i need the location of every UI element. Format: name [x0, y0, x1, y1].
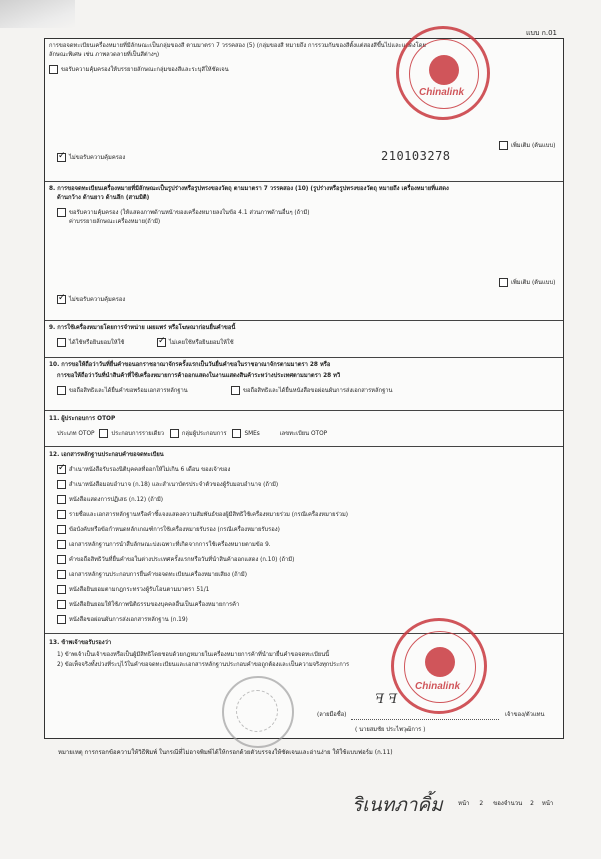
sec9-not-used-checkbox[interactable]	[157, 338, 166, 347]
sec9-option-used	[57, 338, 124, 348]
section-10	[45, 357, 563, 410]
sec9-option-not-used	[157, 338, 234, 348]
sec10-title: 10. การขอให้ถือว่าวันที่ยื่นคำขอนอกราชอาณาจักรครั้งแรกเป็นวันยื่นคำขอในราชอาณาจักรตามมาตรา 28 หรือ	[49, 362, 331, 368]
sec9-title: 9. การใช้เครื่องหมายโดยการจำหน่าย เผยแพร่ หรือโฆษณาก่อนยื่นคำขอนี้	[49, 325, 236, 331]
sec7-option-not-protect	[57, 153, 125, 163]
sec8-option-sub: ค่าบรรยายลักษณะเครื่องหมาย(ถ้ามี)	[69, 219, 161, 225]
sec10-option-b	[231, 386, 392, 396]
sec12-item	[57, 495, 163, 505]
sec8-option-not-protect	[57, 295, 125, 305]
sec9-used-checkbox[interactable]	[57, 338, 66, 347]
section-12	[45, 446, 563, 633]
sec12-item-label: คำขอถือสิทธิวันที่ยื่นคำขอในต่างประเทศครั้งแรกหรือวันที่นำสินค้าออกแสดง (ก.10) (ถ้ามี)	[69, 557, 295, 563]
sec9-used-label: ได้ใช้หรือยินยอมให้ใช้	[69, 340, 125, 346]
sec13-line2: 2) ข้อเท็จจริงทั้งปวงที่ระบุไว้ในคำขอจดทะเบียนและเอกสารหลักฐานประกอบคำขอถูกต้องและเป็นความจริงทุกประการ	[57, 662, 350, 668]
sec13-sign-role: เจ้าของ/ตัวแทน	[505, 712, 545, 718]
sec12-item-label: หนังสือยินยอมให้ใช้ภาพนิติธรรมของบุคคลอื่นเป็นเครื่องหมายการค้า	[69, 602, 240, 608]
sec11-title: 11. ผู้ประกอบการ OTOP	[49, 416, 116, 422]
sec10-b-label: ขอถือสิทธิและได้ยื่นหนังสือขอผ่อนผันการส่งเอกสารหลักฐาน	[243, 388, 393, 394]
chinalink-stamp-top	[396, 26, 490, 120]
sec12-item-label: เอกสารหลักฐานประกอบการยื่นคำขอจดทะเบียนเครื่องหมายเสียง (ถ้ามี)	[69, 572, 247, 578]
sec8-more	[499, 278, 555, 288]
sec7-protect-checkbox[interactable]	[49, 65, 58, 74]
sec11-smes-label: SMEs	[244, 431, 260, 437]
sec12-item-label: สำเนาหนังสือมอบอำนาจ (ก.18) และสำเนาบัตรประจำตัวของผู้รับมอบอำนาจ (ถ้ามี)	[69, 482, 279, 488]
sec12-item	[57, 615, 188, 625]
of-label: ของจำนวน	[493, 800, 523, 807]
sec12-item-checkbox[interactable]	[57, 525, 66, 534]
sec12-item-checkbox[interactable]	[57, 615, 66, 624]
sec12-title: 12. เอกสารหลักฐานประกอบคำขอจดทะเบียน	[49, 452, 164, 458]
sec12-item-checkbox[interactable]	[57, 570, 66, 579]
sec8-more-label: เพิ่มเติม (ต้นแบบ)	[511, 280, 556, 286]
sec10-b-checkbox[interactable]	[231, 386, 240, 395]
sec12-item	[57, 480, 278, 490]
sec12-item-label: เอกสารหลักฐานการนำสืบลักษณะบ่งเฉพาะที่เกิดจากการใช้เครื่องหมายตามข้อ 9.	[69, 542, 271, 548]
sec8-title-line2: ด้านกว้าง ด้านยาว ด้านลึก (สามมิติ)	[57, 195, 150, 201]
sec7-text-line2: ลักษณะพิเศษ เช่น ภาพลวดลายที่เป็นสีต่างๆ)	[49, 52, 160, 58]
sec7-protect-label: ขอรับความคุ้มครองให้บรรยายลักษณะกลุ่มของสีและระบุสีให้ชัดเจน	[61, 67, 229, 73]
form-sheet	[44, 38, 564, 739]
sec8-protect-checkbox[interactable]	[57, 208, 66, 217]
sec11-single-label: ประกอบการรายเดียว	[111, 431, 165, 437]
sec12-item-label: สำเนาหนังสือรับรองนิติบุคคลที่ออกให้ไม่เกิน 6 เดือน ของเจ้าของ	[69, 467, 231, 473]
footnote: หมายเหตุ การกรอกข้อความให้วิธีพิมพ์ ในกรณีที่ไม่อาจพิมพ์ได้ให้กรอกด้วยตัวบรรจงให้ชัดเจนและอ่านง่าย ให้ใช้แบบฟอร์ม (ก.11)	[58, 749, 393, 756]
page-number: 2	[479, 800, 484, 807]
form-code: แบบ ก.01	[526, 29, 557, 37]
company-seal	[222, 676, 294, 748]
sec10-a-label: ขอถือสิทธิและได้ยื่นคำขอพร้อมเอกสารหลักฐาน	[69, 388, 188, 394]
sec8-option-protect	[57, 208, 310, 218]
sec12-item	[57, 525, 280, 535]
sec12-item-label: ข้อบังคับหรือข้อกำหนดหลักเกณฑ์การใช้เครื่องหมายรับรอง (กรณีเครื่องหมายรับรอง)	[69, 527, 280, 533]
sec12-item-label: หนังสือยินยอมตามกฎกระทรวงผู้รับโอนตามมาตรา 51/1	[69, 587, 210, 593]
sec12-item-checkbox[interactable]	[57, 495, 66, 504]
chinalink-stamp-bottom	[391, 618, 487, 714]
handwritten-note: ริเนทภาคิ้ม	[352, 794, 443, 816]
seal-inner-ring	[236, 690, 278, 732]
sec12-item-label: หนังสือขอผ่อนผันการส่งเอกสารหลักฐาน (ก.19)	[69, 617, 188, 623]
sec12-item-label: รายชื่อและเอกสารหลักฐานหรือคำชี้แจงแสดงความสัมพันธ์ของผู้มีสิทธิใช้เครื่องหมายร่วม (กรณีเครื่องหมายร่วม)	[69, 512, 349, 518]
page-label-2: หน้า	[541, 800, 554, 807]
sec11-options	[57, 429, 327, 439]
sec12-item	[57, 585, 209, 595]
signature-scribble: ꟻ ꟻ	[375, 692, 398, 707]
sec12-item-checkbox[interactable]	[57, 600, 66, 609]
sec12-item-checkbox[interactable]	[57, 510, 66, 519]
sec12-item-checkbox[interactable]	[57, 465, 66, 474]
sec7-not-protect-checkbox[interactable]	[57, 153, 66, 162]
stamp-brand: Chinalink	[419, 87, 465, 98]
sec12-item	[57, 510, 348, 520]
sec7-more-checkbox[interactable]	[499, 141, 508, 150]
sec11-smes-checkbox[interactable]	[232, 429, 241, 438]
section-11	[45, 410, 563, 446]
sec12-item	[57, 465, 230, 475]
sec11-prefix: ประเภท OTOP	[57, 431, 95, 437]
sec8-more-checkbox[interactable]	[499, 278, 508, 287]
sec9-not-used-label: ไม่เคยใช้หรือยินยอมให้ใช้	[169, 340, 234, 346]
sec12-item-checkbox[interactable]	[57, 540, 66, 549]
sec11-group-checkbox[interactable]	[170, 429, 179, 438]
sec11-reg-label: เลขทะเบียน OTOP	[279, 431, 328, 437]
stamp-logo	[429, 55, 459, 85]
sec13-line1: 1) ข้าพเจ้าเป็นเจ้าของหรือเป็นผู้มีสิทธิโดยชอบด้วยกฎหมายในเครื่องหมายการค้าที่นำมายื่นคำขอจดทะเบียนนี้	[57, 652, 330, 658]
sec8-protect-label: ขอรับความคุ้มครอง (ให้แสดงภาพด้านหน้าของเครื่องหมายลงในข้อ 4.1 ส่วนภาพด้านอื่นๆ (ถ้ามี)	[69, 210, 310, 216]
sec12-item-checkbox[interactable]	[57, 555, 66, 564]
sec12-item-checkbox[interactable]	[57, 585, 66, 594]
sec7-more	[499, 141, 555, 151]
sec8-title-line1: 8. การขอจดทะเบียนเครื่องหมายที่มีลักษณะเป็นรูปร่างหรือรูปทรงของวัตถุ ตามมาตรา 7 วรรคสอง (10) (รูปร่างหรือรูปทรงของวัตถุ หมายถึง เครื่องหมายที่แสดง	[49, 186, 449, 192]
sec7-text-line1: การขอจดทะเบียนเครื่องหมายที่มีลักษณะเป็นกลุ่มของสี ตามมาตรา 7 วรรคสอง (5) (กลุ่มของสี หมายถึง การรวมกันของสีตั้งแต่สองสีขึ้นไปและแสดงโดย	[49, 43, 426, 49]
sec8-not-protect-checkbox[interactable]	[57, 295, 66, 304]
sec13-sign-name: ( นายสมชัย ประไพวุฒิการ )	[355, 727, 426, 733]
sec7-option-protect	[49, 65, 229, 75]
page-label: หน้า	[458, 800, 470, 807]
folded-page-corner	[0, 0, 75, 28]
sec7-more-label: เพิ่มเติม (ต้นแบบ)	[511, 143, 556, 149]
section-9	[45, 320, 563, 357]
sec7-not-protect-label: ไม่ขอรับความคุ้มครอง	[69, 155, 126, 161]
page-total: 2	[530, 800, 534, 807]
sec10-option-a	[57, 386, 188, 396]
stamp-brand: Chinalink	[415, 681, 461, 692]
sec12-item	[57, 540, 271, 550]
section-13	[45, 633, 563, 738]
sec12-item	[57, 600, 239, 610]
application-number: 210103278	[381, 149, 451, 163]
signature-line	[351, 719, 499, 720]
section-8	[45, 181, 563, 320]
sec10-a-checkbox[interactable]	[57, 386, 66, 395]
sec8-not-protect-label: ไม่ขอรับความคุ้มครอง	[69, 297, 126, 303]
sec12-item	[57, 570, 247, 580]
sec12-item	[57, 555, 294, 565]
sec10-line2: การขอให้ถือว่าวันที่นำสินค้าที่ใช้เครื่องหมายการค้าออกแสดงในงานแสดงสินค้าระหว่างประเทศตามมาตรา 28 ทวิ	[57, 373, 341, 379]
sec13-title: 13. ข้าพเจ้าขอรับรองว่า	[49, 640, 112, 646]
sec11-group-label: กลุ่มผู้ประกอบการ	[181, 431, 227, 437]
sec12-item-checkbox[interactable]	[57, 480, 66, 489]
stamp-logo	[425, 647, 455, 677]
sec12-item-label: หนังสือแสดงการปฏิเสธ (ก.12) (ถ้ามี)	[69, 497, 164, 503]
sec13-sign-label: (ลายมือชื่อ)	[317, 712, 347, 718]
page-footer	[458, 798, 553, 808]
sec11-single-checkbox[interactable]	[99, 429, 108, 438]
